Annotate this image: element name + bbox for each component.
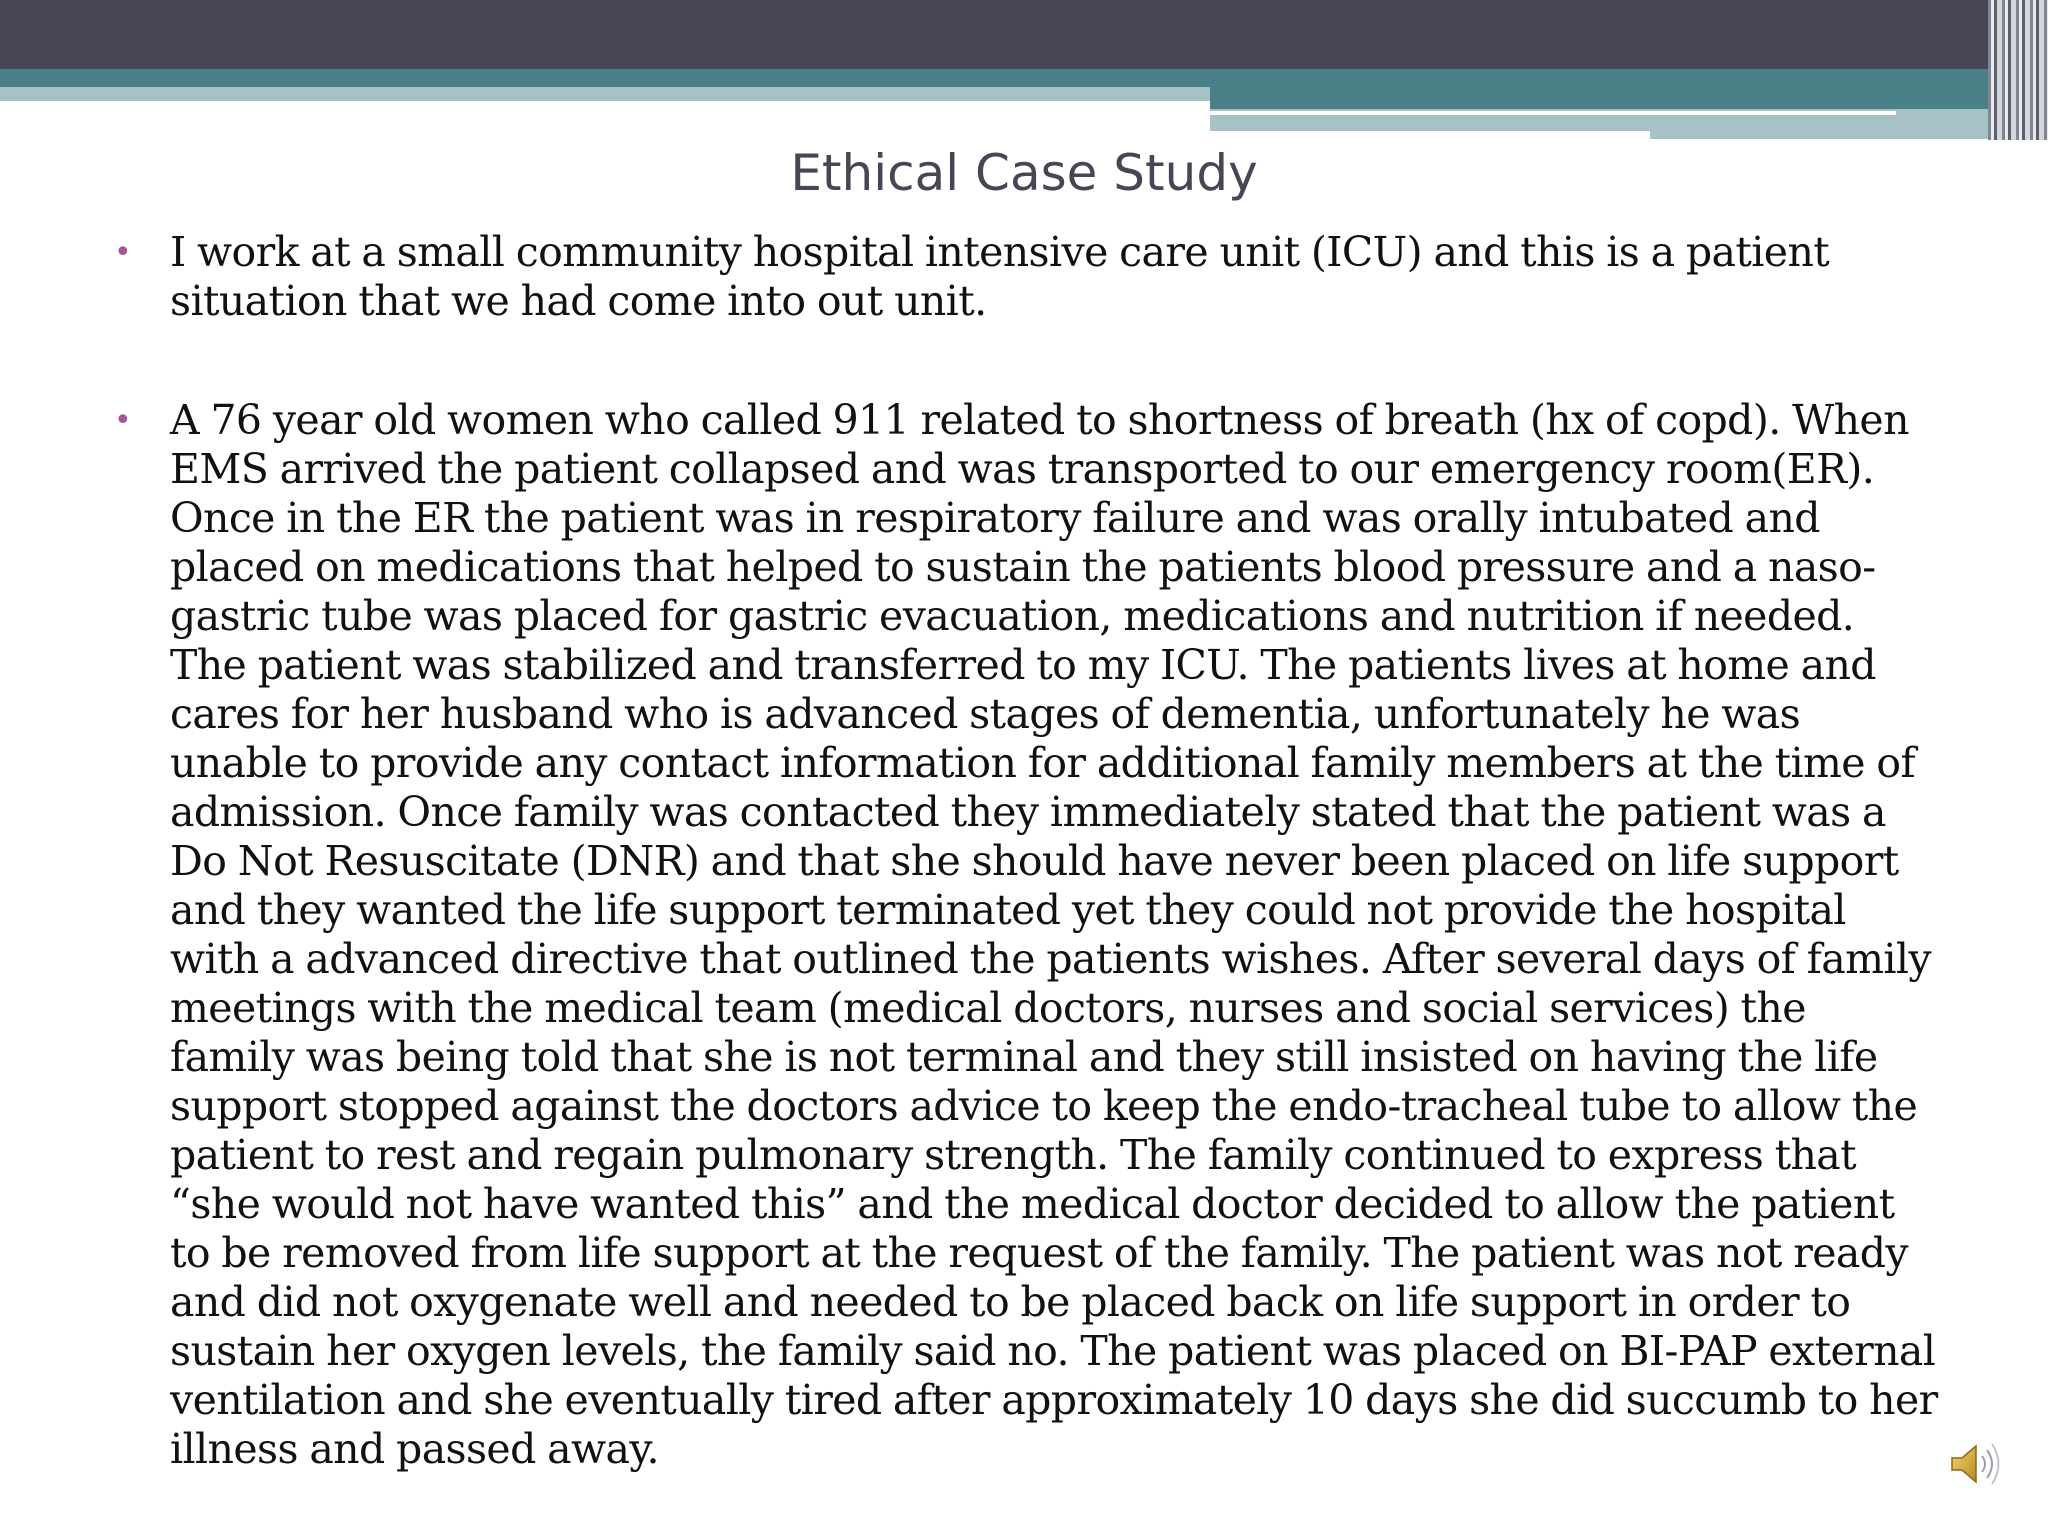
header-band-dark xyxy=(0,0,2048,69)
bullet-item xyxy=(110,396,1940,1474)
bullet-dot-icon: • xyxy=(114,403,132,438)
slide-title: Ethical Case Study xyxy=(790,144,1258,202)
header-band-teal xyxy=(0,69,2000,87)
header-right-stripes xyxy=(1988,0,2048,140)
bullet-dot-icon: • xyxy=(114,235,132,270)
bullet-text: A 76 year old women who called 911 related to shortness of breath (hx of copd). When EMS arrived the patient collapsed and was transported to our emergency room(ER). Once in the ER the patient was in respiratory failure and was orally intubated and placed on medications that helped to sustain the patients blood pressure and a naso-gastric tube was placed for gastric evacuation, medications and nutrition if needed. The patient was stabilized and transferred to my ICU. The patients lives at home and cares for her husband who is advanced stages of dementia, unfortunately he was unable to provide any contact information for additional family members at the time of admission. Once family was contacted they immediately stated that the patient was a Do Not Resuscitate (DNR) and that she should have never been placed on life support and they wanted the life support terminated yet they could not provide the hospital with a advanced directive that outlined the patients wishes. After several days of family meetings with the medical team (medical doctors, nurses and social services) the family was being told that she is not terminal and they still insisted on having the life support stopped against the doctors advice to keep the endo-tracheal tube to allow the patient to rest and regain pulmonary strength. The family continued to express that “she would not have wanted this” and the medical doctor decided to allow the patient to be removed from life support at the request of the family. The patient was not ready and did not oxygenate well and needed to be placed back on life support in order to sustain her oxygen levels, the family said no. The patient was placed on BI-PAP external ventilation and she eventually tired after approximately 10 days she did succumb to her illness and passed away. xyxy=(170,396,1938,1473)
bullet-item xyxy=(110,228,1940,326)
slide-content xyxy=(110,228,1940,1474)
bullet-text: I work at a small community hospital intensive care unit (ICU) and this is a patient situation that we had come into out unit. xyxy=(170,228,1830,325)
speaker-icon-graphic xyxy=(1948,1436,2004,1492)
speaker-icon[interactable] xyxy=(1948,1436,2004,1492)
header-band-light xyxy=(0,87,1210,101)
header-band-teal-right xyxy=(1210,87,2000,109)
header-thin-line xyxy=(1210,111,1896,115)
